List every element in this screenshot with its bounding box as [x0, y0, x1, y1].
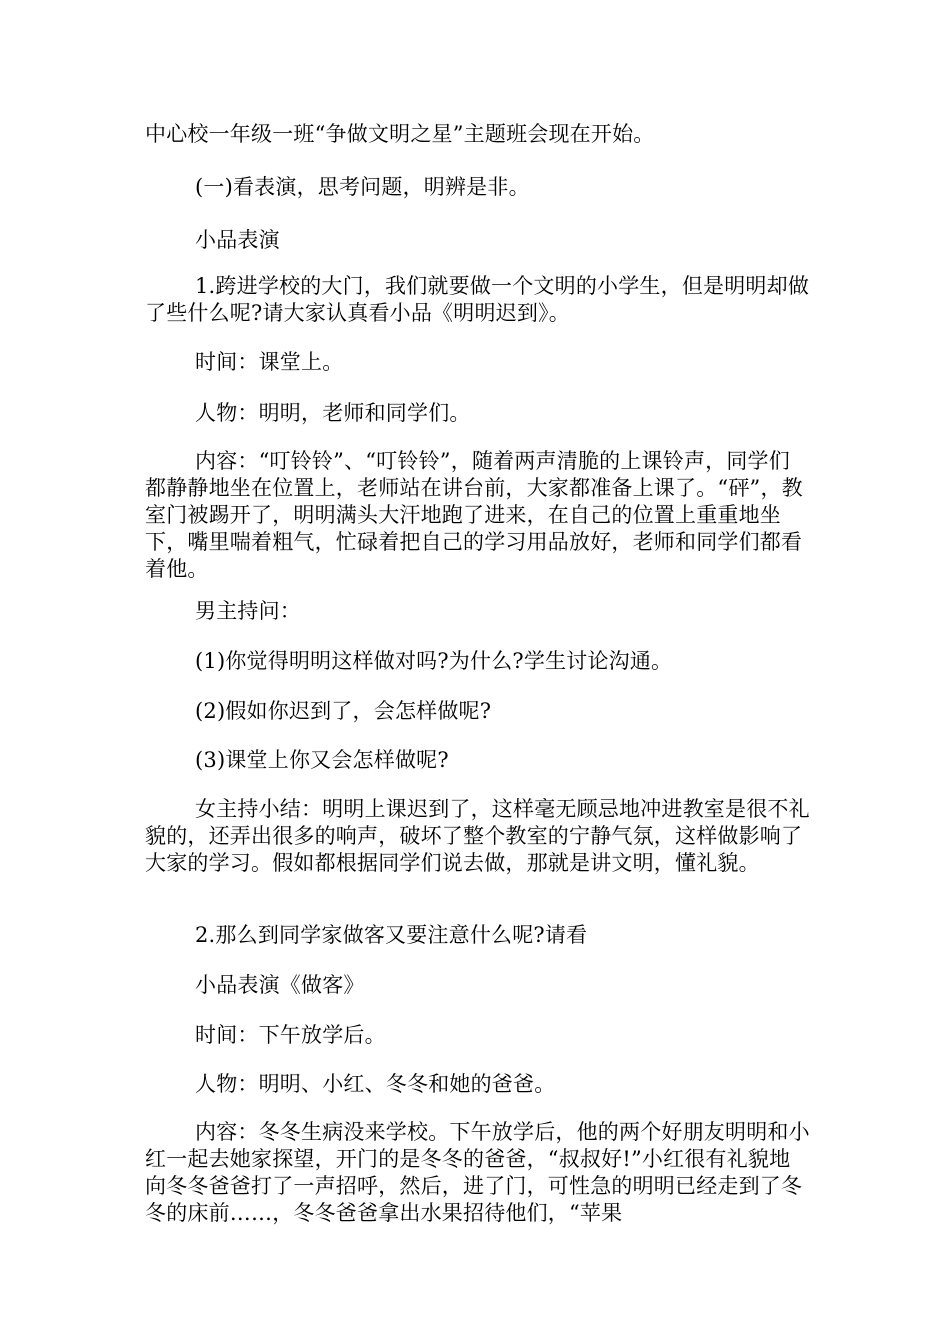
paragraph-intro: 中心校一年级一班“争做文明之星”主题班会现在开始。 [145, 122, 655, 146]
paragraph-time-1: 时间：课堂上。 [195, 350, 344, 374]
paragraph-characters-2: 人物：明明、小红、冬冬和她的爸爸。 [195, 1072, 556, 1096]
paragraph-skit-heading: 小品表演 [195, 228, 280, 252]
paragraph-item-one: 1.跨进学校的大门，我们就要做一个文明的小学生，但是明明却做了些什么呢?请大家认真看小品《明明迟到》。 [145, 274, 810, 325]
paragraph-section-one: (一)看表演，思考问题，明辨是非。 [195, 175, 530, 199]
paragraph-summary: 女主持小结：明明上课迟到了，这样毫无顾忌地冲进教室是很不礼貌的，还弄出很多的响声，破坏了整个教室的宁静气氛，这样做影响了大家的学习。假如都根据同学们说去做，那就是讲文明，懂礼貌。 [145, 797, 810, 875]
paragraph-time-2: 时间：下午放学后。 [195, 1023, 386, 1047]
paragraph-content-1: 内容：“叮铃铃”、“叮铃铃”，随着两声清脆的上课铃声，同学们都静静地坐在位置上，老师站在讲台前，大家都准备上课了。“砰”，教室门被踢开了，明明满头大汗地跑了进来，在自己的位置上重重地坐下，嘴里喘着粗气，忙碌着把自己的学习用品放好，老师和同学们都看着他。 [145, 449, 803, 581]
paragraph-question-1: (1)你觉得明明这样做对吗?为什么?学生讨论沟通。 [195, 649, 673, 673]
paragraph-question-3: (3)课堂上你又会怎样做呢? [195, 748, 449, 772]
paragraph-content-2: 内容：冬冬生病没来学校。下午放学后，他的两个好朋友明明和小红一起去她家探望，开门的是冬冬的爸爸，“叔叔好!”小红很有礼貌地向冬冬爸爸打了一声招呼，然后，进了门，可性急的明明已经走到了冬冬的床前……，冬冬爸爸拿出水果招待他们，“苹果 [145, 1120, 810, 1225]
paragraph-question-2: (2)假如你迟到了，会怎样做呢? [195, 699, 492, 723]
paragraph-item-two: 2.那么到同学家做客又要注意什么呢?请看 [195, 923, 588, 947]
paragraph-host-question: 男主持问： [195, 599, 301, 623]
paragraph-skit-title: 小品表演《做客》 [195, 973, 365, 997]
paragraph-characters-1: 人物：明明，老师和同学们。 [195, 401, 471, 425]
